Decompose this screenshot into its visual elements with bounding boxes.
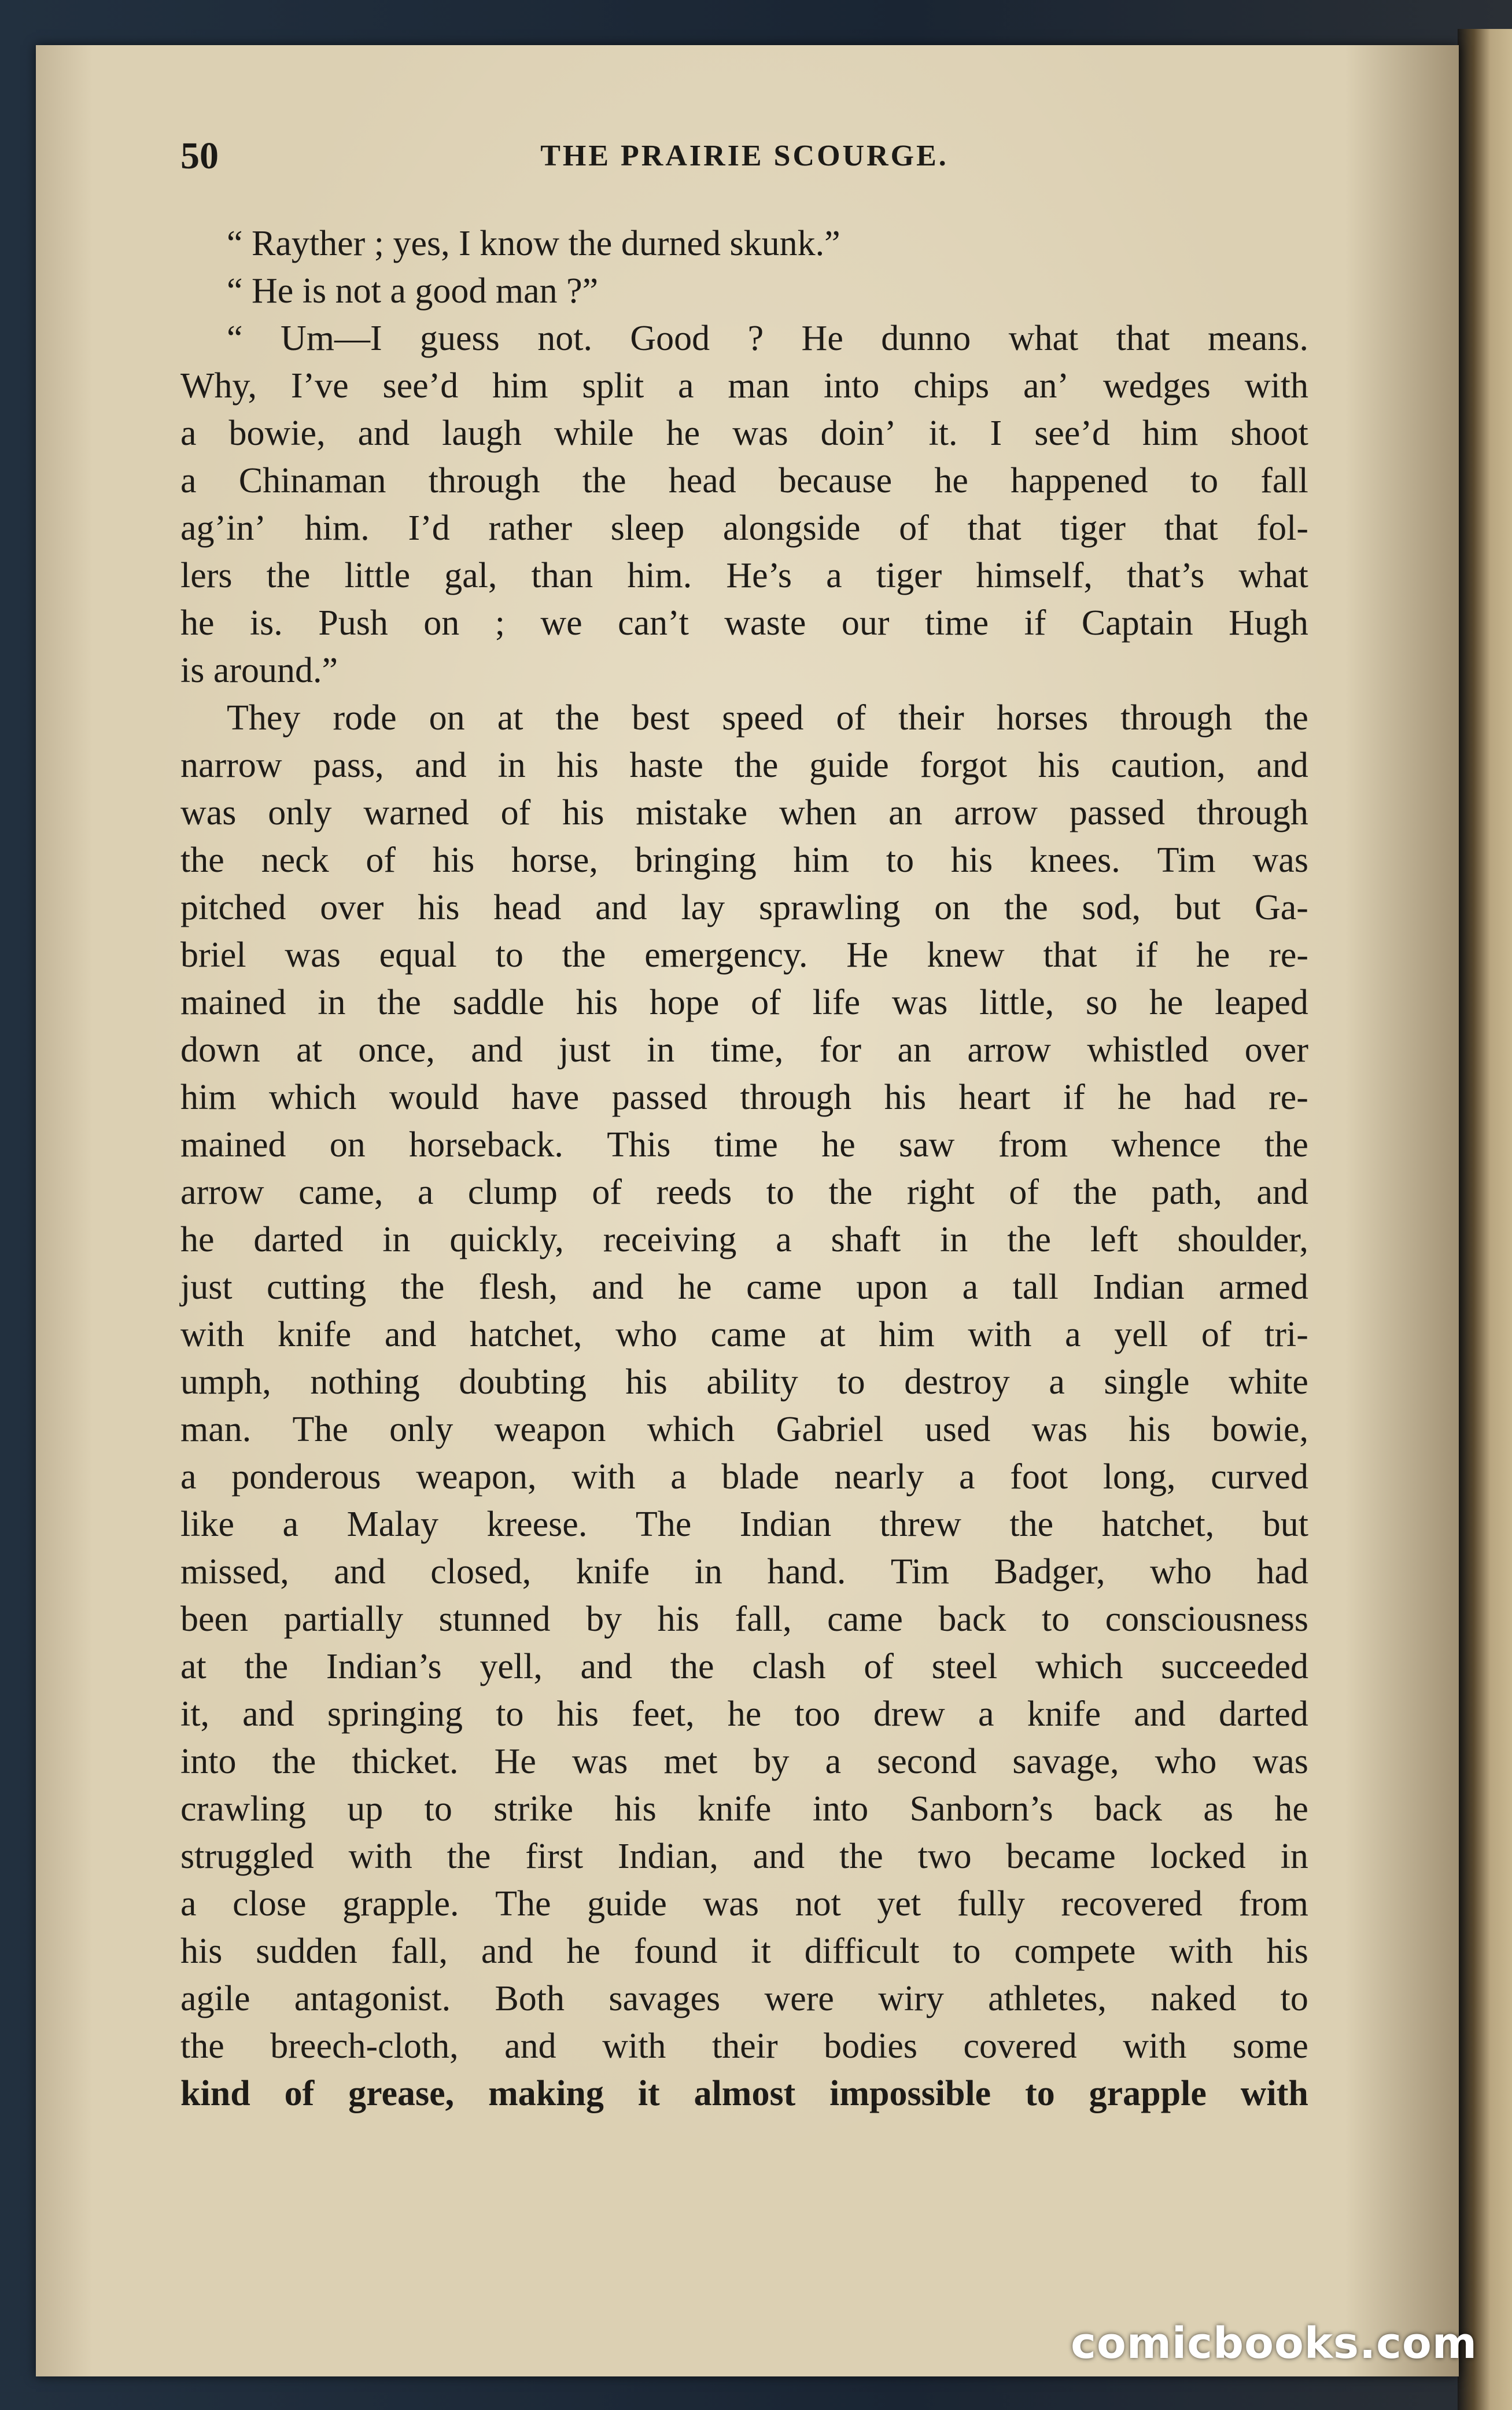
text-line: into the thicket. He was met by a second savage, who was: [180, 1742, 1308, 1781]
text-line: him which would have passed through his heart if he had re-: [180, 1078, 1308, 1117]
text-line: crawling up to strike his knife into Sanborn’s back as he: [180, 1789, 1308, 1829]
text-line: “ Rayther ; yes, I know the durned skunk.”: [227, 224, 840, 263]
text-line: struggled with the first Indian, and the two became locked in: [180, 1837, 1308, 1876]
text-line: narrow pass, and in his haste the guide forgot his caution, and: [180, 746, 1308, 785]
text-line: kind of grease, making it almost impossible to grapple with: [180, 2074, 1308, 2113]
text-line: agile antagonist. Both savages were wiry athletes, naked to: [180, 1979, 1308, 2018]
running-title: THE PRAIRIE SCOURGE.: [540, 139, 949, 172]
text-line: missed, and closed, knife in hand. Tim Badger, who had: [180, 1552, 1308, 1591]
text-line: umph, nothing doubting his ability to destroy a single white: [180, 1362, 1308, 1402]
text-line: his sudden fall, and he found it difficult to compete with his: [180, 1932, 1308, 1971]
next-page-edge: [1458, 29, 1512, 2410]
text-line: he darted in quickly, receiving a shaft in the left shoulder,: [180, 1220, 1308, 1259]
text-line: with knife and hatchet, who came at him with a yell of tri-: [180, 1315, 1308, 1354]
text-line: just cutting the flesh, and he came upon a tall Indian armed: [180, 1267, 1308, 1307]
text-line: was only warned of his mistake when an arrow passed through: [180, 793, 1308, 832]
text-line: been partially stunned by his fall, came back to consciousness: [180, 1600, 1308, 1639]
text-line: he is. Push on ; we can’t waste our time if Captain Hugh: [180, 603, 1308, 643]
text-line: down at once, and just in time, for an arrow whistled over: [180, 1030, 1308, 1070]
text-line: arrow came, a clump of reeds to the right of the path, and: [180, 1173, 1308, 1212]
text-line: is around.”: [180, 651, 338, 690]
text-line: a ponderous weapon, with a blade nearly a foot long, curved: [180, 1457, 1308, 1497]
site-watermark: comicbooks.com: [1071, 2319, 1477, 2368]
text-line: a Chinaman through the head because he happened to fall: [180, 461, 1308, 500]
text-line: like a Malay kreese. The Indian threw the hatchet, but: [180, 1505, 1308, 1544]
text-line: pitched over his head and lay sprawling on the sod, but Ga-: [180, 888, 1308, 927]
text-line: lers the little gal, than him. He’s a tiger himself, that’s what: [180, 556, 1308, 595]
body-text: [180, 220, 1308, 2117]
text-line: the neck of his horse, bringing him to his knees. Tim was: [180, 841, 1308, 880]
text-line: it, and springing to his feet, he too drew a knife and darted: [180, 1694, 1308, 1734]
text-line: man. The only weapon which Gabriel used was his bowie,: [180, 1410, 1308, 1449]
text-line: Why, I’ve see’d him split a man into chips an’ wedges with: [180, 366, 1308, 406]
text-line: mained in the saddle his hope of life was little, so he leaped: [180, 983, 1308, 1022]
text-line: “ He is not a good man ?”: [227, 271, 599, 311]
text-line: a bowie, and laugh while he was doin’ it. I see’d him shoot: [180, 414, 1308, 453]
text-line: the breech-cloth, and with their bodies covered with some: [180, 2026, 1308, 2066]
text-line: mained on horseback. This time he saw from whence the: [180, 1125, 1308, 1165]
text-line: at the Indian’s yell, and the clash of steel which succeeded: [180, 1647, 1308, 1686]
text-line: a close grapple. The guide was not yet fully recovered from: [180, 1884, 1308, 1923]
text-line: briel was equal to the emergency. He knew that if he re-: [180, 935, 1308, 975]
text-line: They rode on at the best speed of their horses through the: [227, 698, 1308, 738]
running-head: [180, 133, 1308, 179]
text-line: ag’in’ him. I’d rather sleep alongside of that tiger that fol-: [180, 508, 1308, 548]
page-number: 50: [180, 135, 219, 177]
text-line: “ Um—I guess not. Good ? He dunno what that means.: [227, 319, 1308, 358]
